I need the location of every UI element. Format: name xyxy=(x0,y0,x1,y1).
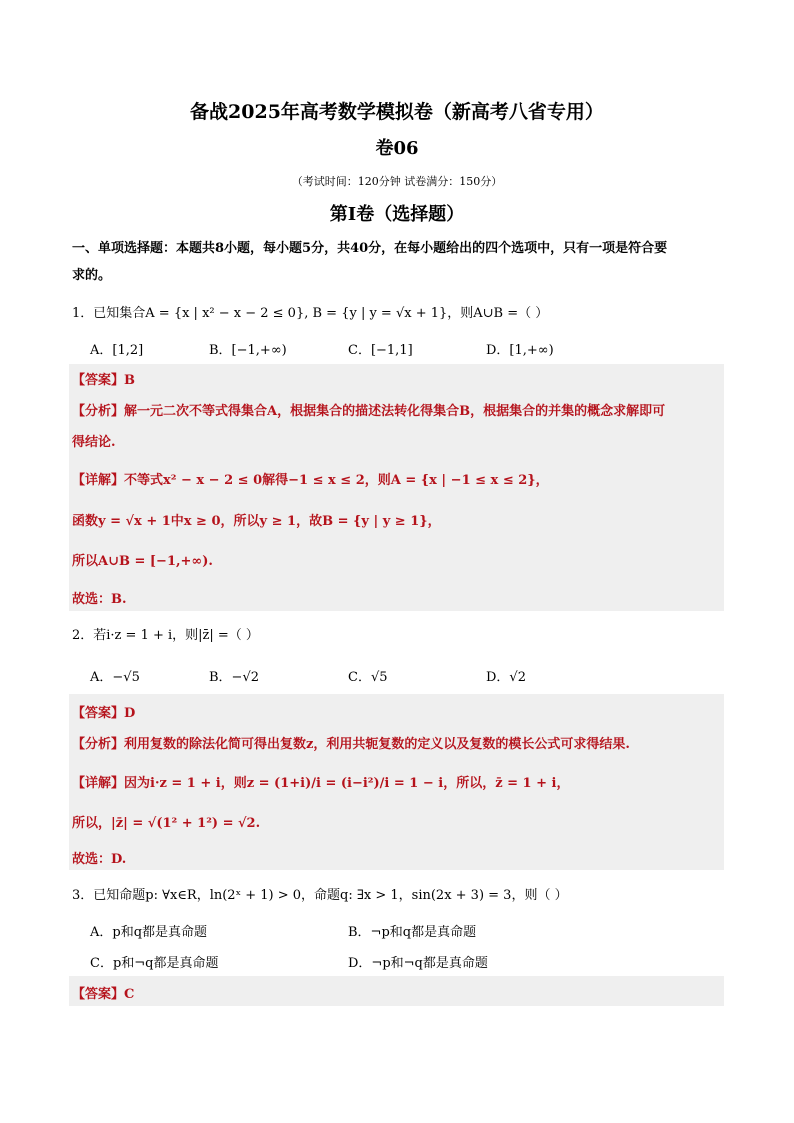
page-title: 备战2025年高考数学模拟卷（新高考八省专用） xyxy=(190,101,604,123)
q2-analysis-label: 【分析】 xyxy=(72,737,125,752)
q2-detail-label: 【详解】 xyxy=(72,776,125,791)
instructions-line1: 一、单项选择题：本题共8小题，每小题5分，共40分，在每小题给出的四个选项中，只有一项是符合要 xyxy=(72,241,668,256)
q1-detail-line1 xyxy=(72,469,549,488)
q3-solution-box xyxy=(69,976,724,1006)
volume-label: 卷06 xyxy=(375,138,419,159)
q1-detail-label: 【详解】 xyxy=(72,473,125,488)
q1-detail-line2: 函数y = √x + 1中x ≥ 0，所以y ≥ 1，故B = {y | y ≥ 1}， xyxy=(72,514,441,529)
q2-detail-line1 xyxy=(72,772,569,791)
q1-detail-line3: 所以A∪B = [−1,+∞). xyxy=(72,554,213,569)
q2-option-c: C．√5 xyxy=(348,670,388,685)
q1-option-a: A．[1,2] xyxy=(90,343,144,358)
instructions-line2: 求的。 xyxy=(72,268,112,283)
q2-analysis-text: 利用复数的除法化简可得出复数z，利用共轭复数的定义以及复数的模长公式可求得结果. xyxy=(124,737,630,752)
q3-option-d: D．¬p和¬q都是真命题 xyxy=(348,956,488,971)
q1-option-d: D．[1,+∞) xyxy=(486,343,554,358)
q2-detail1: 因为i·z = 1 + i，则z = (1+i)/i = (i−i²)/i = 1 − i，所以，z̄ = 1 + i， xyxy=(124,776,570,791)
q3-option-a: A．p和q都是真命题 xyxy=(90,925,208,940)
q1-answer: 【答案】B xyxy=(72,373,135,388)
q1-analysis-line1 xyxy=(72,400,665,419)
q2-detail-line2: 所以，|z̄| = √(1² + 1²) = √2. xyxy=(72,816,261,831)
q2-option-d: D．√2 xyxy=(486,670,526,685)
q2-stem: 2．若i·z = 1 + i，则|z̄| =（ ） xyxy=(72,628,259,643)
q3-stem: 3．已知命题p: ∀x∈R，ln(2ˣ + 1) > 0，命题q: ∃x > 1，sin(2x + 3) = 3，则（ ） xyxy=(72,888,568,903)
q2-analysis-line xyxy=(72,733,630,752)
q2-answer: 【答案】D xyxy=(72,706,136,721)
exam-info: （考试时间：120分钟 试卷满分：150分） xyxy=(291,175,503,188)
q1-analysis-label: 【分析】 xyxy=(72,404,125,419)
q1-analysis-text1: 解一元二次不等式得集合A，根据集合的描述法转化得集合B，根据集合的并集的概念求解即可 xyxy=(124,404,666,419)
q2-option-b: B．−√2 xyxy=(209,670,260,685)
q1-analysis-line2: 得结论. xyxy=(72,435,116,450)
q2-conclusion: 故选：D. xyxy=(72,852,127,867)
q1-conclusion: 故选：B. xyxy=(72,592,127,607)
q1-option-b: B．[−1,+∞) xyxy=(209,343,287,358)
q3-option-c: C．p和¬q都是真命题 xyxy=(90,956,219,971)
q3-option-b: B．¬p和q都是真命题 xyxy=(348,925,477,940)
q1-option-c: C．[−1,1] xyxy=(348,343,413,358)
q1-stem: 1．已知集合A = {x | x² − x − 2 ≤ 0}, B = {y | y = √x + 1}，则A∪B =（ ） xyxy=(72,306,549,321)
q3-answer: 【答案】C xyxy=(72,987,135,1002)
q1-detail1: 不等式x² − x − 2 ≤ 0解得−1 ≤ x ≤ 2，则A = {x | −1 ≤ x ≤ 2}， xyxy=(124,473,549,488)
section-title: 第I卷（选择题） xyxy=(329,204,465,225)
q2-option-a: A．−√5 xyxy=(90,670,140,685)
